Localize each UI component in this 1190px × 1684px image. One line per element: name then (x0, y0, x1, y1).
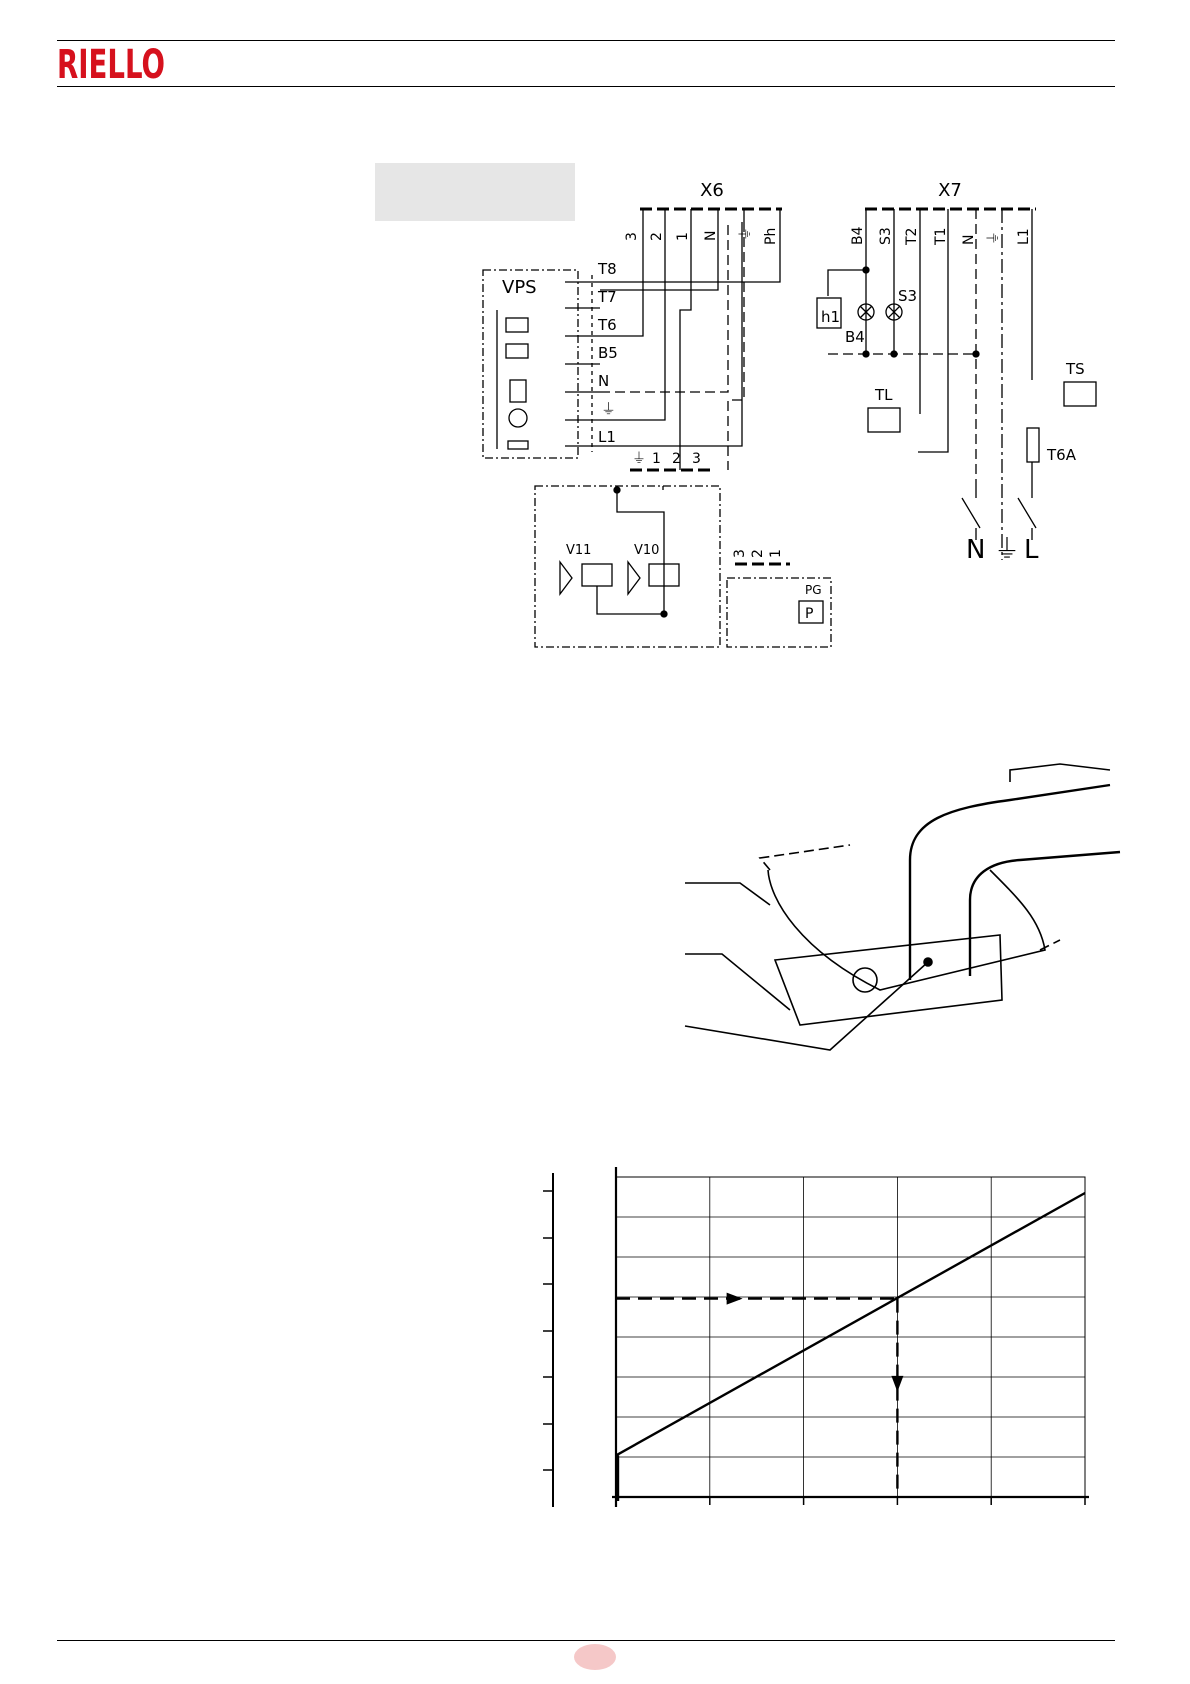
chart-reference-arrow-right (727, 1293, 743, 1305)
svg-text:B4: B4 (845, 328, 865, 346)
svg-text:3: 3 (732, 549, 748, 558)
x7-title: X7 (938, 180, 962, 201)
chart-reference-arrow-down (891, 1376, 903, 1392)
svg-text:2: 2 (649, 232, 665, 241)
svg-text:3: 3 (624, 232, 640, 241)
svg-text:T7: T7 (598, 288, 617, 306)
svg-text:N: N (703, 230, 719, 241)
svg-text:⏚: ⏚ (738, 227, 754, 241)
svg-text:TS: TS (1066, 360, 1085, 378)
chart-reference-lines (616, 1293, 903, 1497)
svg-text:T6: T6 (598, 316, 617, 334)
svg-text:V11: V11 (566, 543, 592, 558)
svg-text:1: 1 (768, 549, 784, 558)
x6-title: X6 (700, 180, 724, 201)
svg-text:S3: S3 (898, 287, 918, 305)
svg-text:2: 2 (750, 549, 766, 558)
svg-text:T1: T1 (933, 227, 949, 245)
chart-grid (612, 1167, 1089, 1507)
svg-text:2: 2 (672, 451, 681, 467)
svg-text:1: 1 (675, 232, 691, 241)
svg-text:L1: L1 (1016, 228, 1032, 245)
svg-text:N: N (961, 234, 977, 245)
svg-text:T2: T2 (904, 227, 920, 245)
vps-title: VPS (502, 277, 537, 298)
svg-text:⏚: ⏚ (632, 451, 646, 467)
svg-text:Ph: Ph (763, 227, 779, 245)
svg-text:T6A: T6A (1047, 446, 1076, 464)
svg-text:N: N (966, 535, 986, 565)
svg-text:L1: L1 (598, 428, 616, 446)
svg-text:h1: h1 (821, 308, 841, 326)
svg-text:⏚: ⏚ (601, 400, 617, 418)
chart-series (616, 1193, 1085, 1501)
svg-text:RIELLO: RIELLO (57, 42, 165, 88)
chart-y-axis (543, 1173, 553, 1507)
svg-text:B4: B4 (850, 226, 866, 245)
svg-text:TL: TL (875, 386, 893, 404)
chart-series-line (616, 1193, 1085, 1455)
svg-text:3: 3 (692, 451, 701, 467)
svg-text:N: N (598, 372, 610, 390)
svg-text:L: L (1024, 535, 1039, 565)
svg-text:S3: S3 (878, 227, 894, 245)
pg-label: PG (805, 583, 822, 597)
page-number-marker (574, 1644, 616, 1670)
svg-text:T8: T8 (598, 260, 617, 278)
svg-text:⏚: ⏚ (986, 231, 1002, 245)
pg-p-label: P (805, 606, 814, 622)
svg-text:⏚: ⏚ (994, 535, 1021, 565)
svg-text:1: 1 (652, 451, 661, 467)
svg-text:B5: B5 (598, 344, 618, 362)
svg-text:V10: V10 (634, 543, 660, 558)
footer-rule (57, 1640, 1115, 1641)
